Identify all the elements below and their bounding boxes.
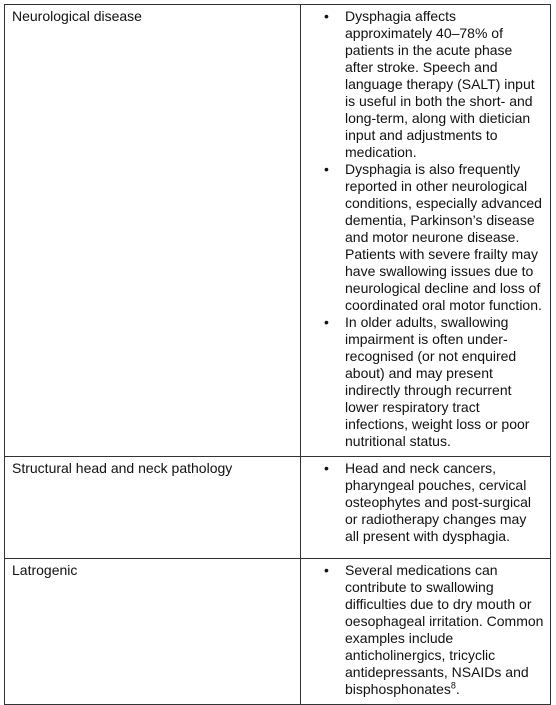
list-item: [345, 562, 544, 698]
table-row: [5, 5, 551, 457]
list-item: • Dysphagia affects approximately 40–78% of patients in the acute phase after stroke. Speech and language therapy (SALT) input is useful in both the short- and long-term, along with dietician input and adjustments to medication.: [345, 8, 544, 161]
description-cell: [301, 457, 551, 559]
bullet-list: [301, 460, 544, 545]
table-row: [5, 457, 551, 559]
description-cell: [301, 5, 551, 457]
category-cell: Latrogenic: [5, 559, 301, 705]
list-item-trailing-period: .: [455, 681, 460, 697]
bullet-list: [301, 562, 544, 698]
footnote-marker: 8: [450, 680, 456, 691]
category-cell: Structural head and neck pathology: [5, 457, 301, 559]
category-cell: Neurological disease: [5, 5, 301, 457]
list-item: • Head and neck cancers, pharyngeal pouches, cervical osteophytes and post-surgical or radiotherapy changes may all present with dysphagia.: [345, 460, 544, 545]
list-item: • Dysphagia is also frequently reported in other neurological conditions, especially advanced dementia, Parkinson’s disease and motor neurone disease. Patients with severe frailty may have swallowing issues due to neurological decline and loss of coordinated oral motor function.: [345, 161, 544, 314]
list-item: • In older adults, swallowing impairment is often under-recognised (or not enquired about) and may present indirectly through recurrent lower respiratory tract infections, weight loss or poor nutritional status.: [345, 314, 544, 450]
list-item-text: Several medications can contribute to swallowing difficulties due to dry mouth or oesophageal irritation. Common examples include anticholinergics, tricyclic antidepressants, NSAIDs and bisphosphonates: [345, 562, 544, 697]
table-row: [5, 559, 551, 705]
description-cell: [301, 559, 551, 705]
causes-table-wrapper: [4, 4, 551, 705]
bullet-list: [301, 8, 544, 450]
dysphagia-causes-table: [4, 4, 551, 705]
